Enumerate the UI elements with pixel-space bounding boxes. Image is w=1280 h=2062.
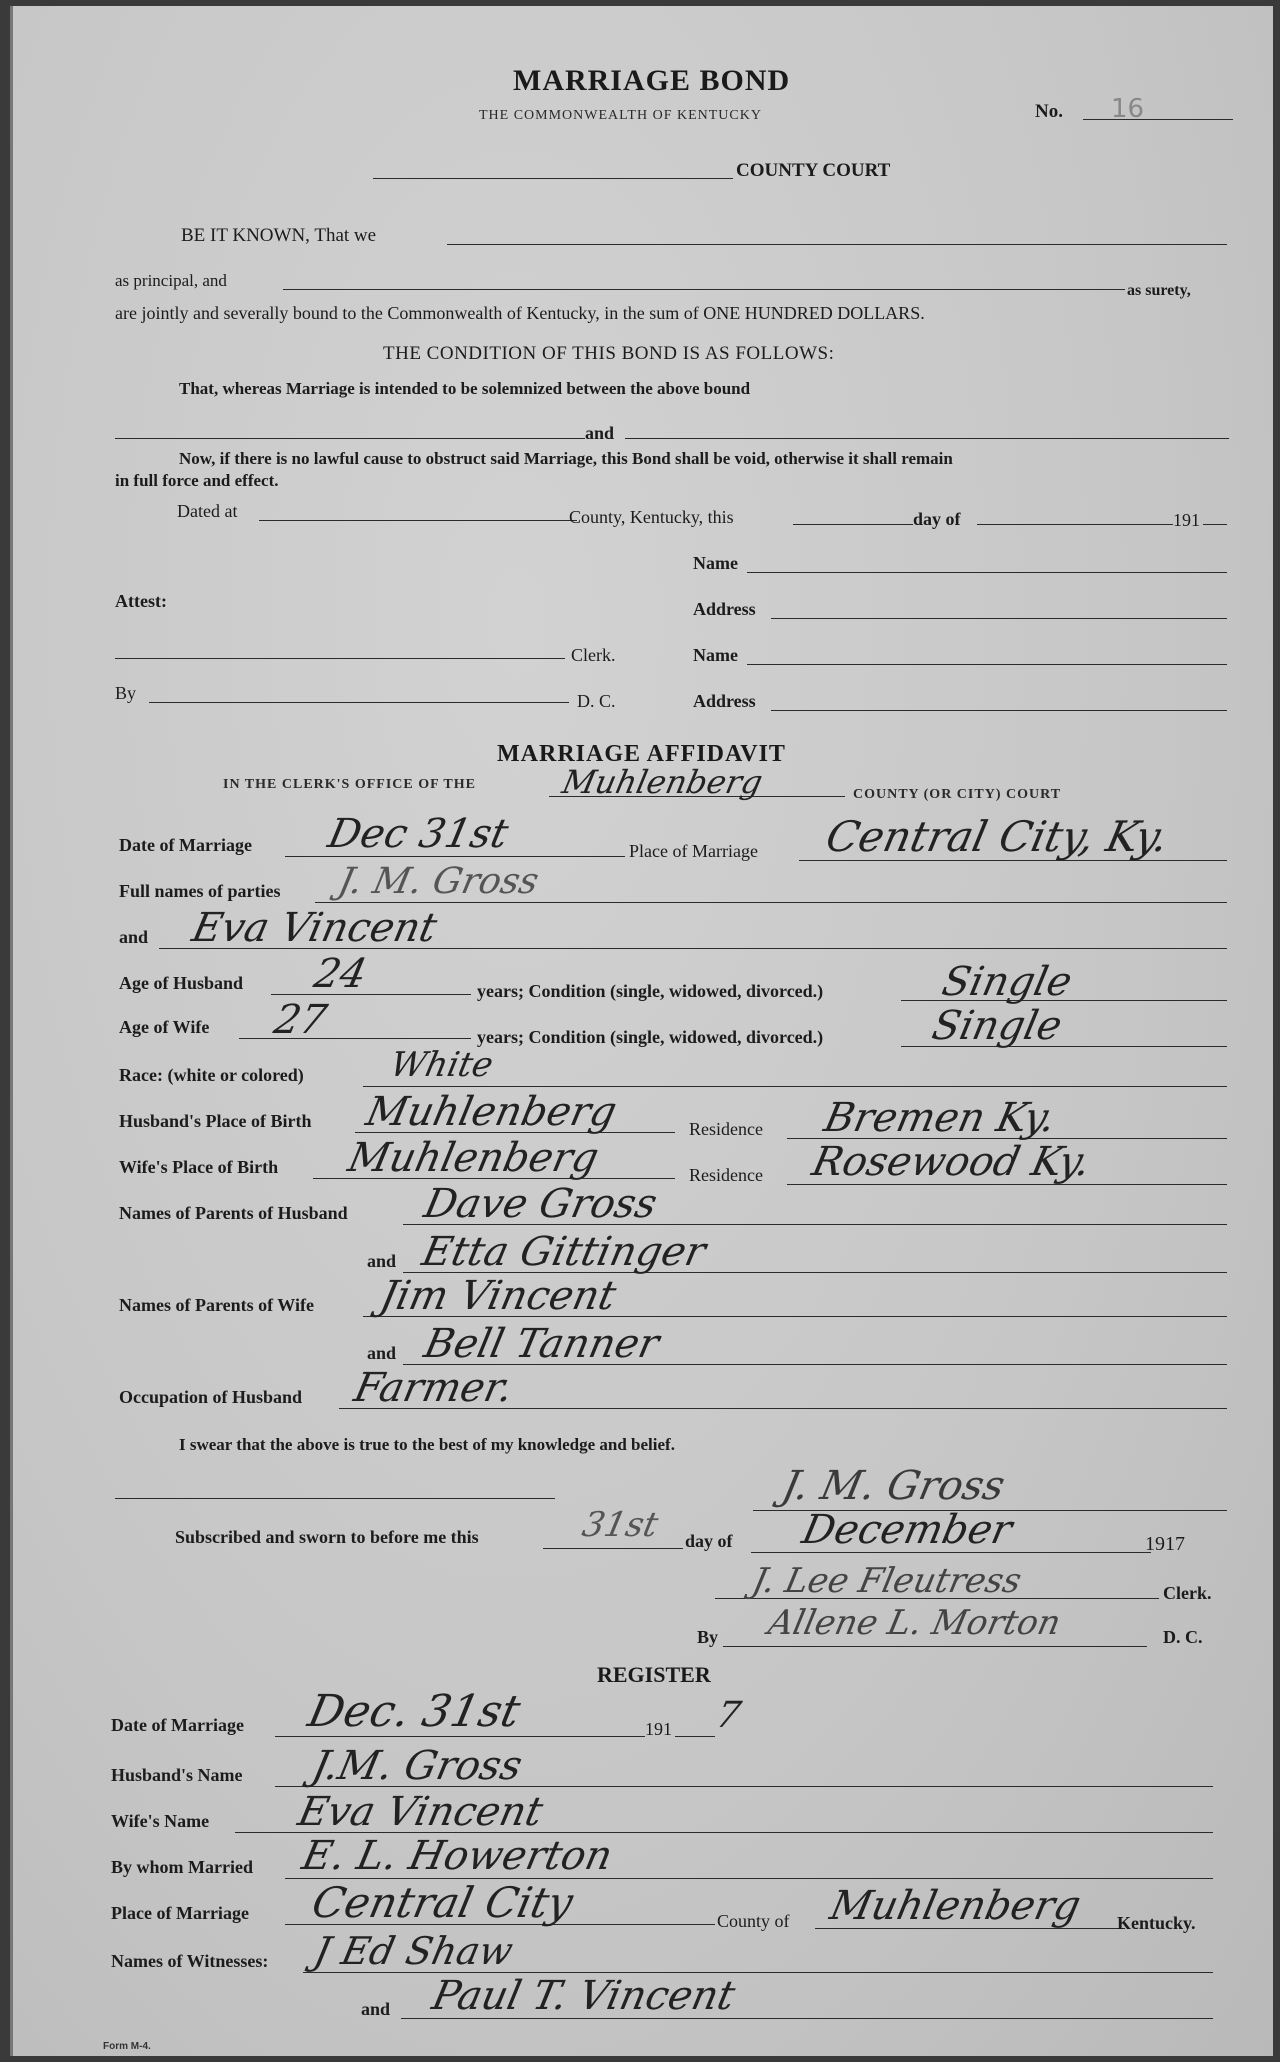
affidavit-age-husband-line xyxy=(271,994,471,995)
affidavit-full-names-label: Full names of parties xyxy=(119,881,281,901)
affidavit-affiant-signature: J. M. Gross xyxy=(778,1463,1009,1509)
bond-surety-line xyxy=(283,289,1125,290)
affidavit-husband-residence: Bremen Ky. xyxy=(820,1095,1060,1141)
bond-address-line-1 xyxy=(771,618,1227,619)
affidavit-party1: J. M. Gross xyxy=(334,861,543,902)
register-title: REGISTER xyxy=(597,1662,711,1687)
bond-be-it-known: BE IT KNOWN, That we xyxy=(181,225,377,246)
bond-name-label-1: Name xyxy=(693,553,738,573)
bond-party2-line xyxy=(625,438,1229,439)
affidavit-place-label: Place of Marriage xyxy=(629,841,758,861)
bond-subtitle: THE COMMONWEALTH OF KENTUCKY xyxy=(479,108,762,123)
bond-attest: Attest: xyxy=(115,591,167,611)
bond-county-line xyxy=(373,178,733,179)
register-year-suffix: 7 xyxy=(712,1695,745,1736)
bond-as-surety: as surety, xyxy=(1127,282,1191,299)
bond-as-principal: as principal, and xyxy=(115,271,227,290)
affidavit-father-husband: Dave Gross xyxy=(420,1181,662,1227)
affidavit-year: 1917 xyxy=(1145,1533,1185,1555)
register-witness1: J Ed Shaw xyxy=(310,1929,517,1973)
affidavit-father-wife: Jim Vincent xyxy=(376,1273,621,1319)
document-sheet xyxy=(10,6,1273,2056)
affidavit-month-value: December xyxy=(798,1507,1017,1553)
affidavit-husband-birth: Muhlenberg xyxy=(362,1089,621,1135)
affidavit-occupation: Farmer. xyxy=(350,1365,517,1411)
bond-address-label-1: Address xyxy=(693,599,756,619)
affidavit-age-wife-label: Age of Wife xyxy=(119,1017,210,1037)
affidavit-occupation-label: Occupation of Husband xyxy=(119,1387,303,1407)
bond-year-line xyxy=(1203,524,1227,525)
register-place-label: Place of Marriage xyxy=(111,1903,249,1923)
register-year-prefix: 191 xyxy=(645,1719,672,1739)
affidavit-swear: I swear that the above is true to the best of my knowledge and belief. xyxy=(179,1435,675,1454)
affidavit-wife-residence: Rosewood Ky. xyxy=(808,1139,1095,1185)
affidavit-residence-label-wife: Residence xyxy=(689,1165,763,1185)
register-county: Muhlenberg xyxy=(826,1883,1085,1929)
register-married-by: E. L. Howerton xyxy=(298,1833,617,1879)
register-year-line xyxy=(675,1736,715,1737)
bond-clerk-line xyxy=(115,658,565,659)
affidavit-and-mother-husband: and xyxy=(367,1251,397,1271)
affidavit-and-label: and xyxy=(119,927,149,947)
affidavit-dc-label: D. C. xyxy=(1163,1627,1203,1647)
affidavit-county-name: Muhlenberg xyxy=(558,763,767,801)
affidavit-title: MARRIAGE AFFIDAVIT xyxy=(497,741,786,767)
bond-year-prefix: 191 xyxy=(1173,510,1200,530)
register-kentucky: Kentucky. xyxy=(1117,1913,1196,1933)
affidavit-race: White xyxy=(386,1045,497,1085)
bond-whereas: That, whereas Marriage is intended to be solemnized between the above bound xyxy=(179,379,751,398)
bond-dc: D. C. xyxy=(577,691,616,711)
affidavit-residence-label-husband: Residence xyxy=(689,1119,763,1139)
affidavit-parents-wife-label: Names of Parents of Wife xyxy=(119,1295,314,1315)
register-husband: J.M. Gross xyxy=(308,1743,527,1789)
bond-now-line1: Now, if there is no lawful cause to obstruct said Marriage, this Bond shall be void, otherwise it shall remain xyxy=(179,449,953,468)
affidavit-day-of: day of xyxy=(685,1531,733,1551)
bond-address-label-2: Address xyxy=(693,691,756,711)
affidavit-clerk-label: Clerk. xyxy=(1163,1583,1212,1603)
register-form-number: Form M-4. xyxy=(103,2041,151,2052)
bond-party1-line xyxy=(115,438,585,439)
register-and-label: and xyxy=(361,1999,391,2019)
affidavit-race-line xyxy=(363,1086,1227,1087)
affidavit-clerk-signature: J. Lee Fleutress xyxy=(748,1561,1025,1601)
affidavit-county-court: COUNTY (OR CITY) COURT xyxy=(853,787,1062,802)
affidavit-affiant-line-left xyxy=(115,1498,555,1499)
affidavit-parents-husband-label: Names of Parents of Husband xyxy=(119,1203,348,1223)
bond-dated-place-line xyxy=(259,520,577,521)
affidavit-party2: Eva Vincent xyxy=(188,905,441,951)
bond-name-label-2: Name xyxy=(693,645,738,665)
affidavit-day-value: 31st xyxy=(578,1505,662,1545)
affidavit-and-mother-wife: and xyxy=(367,1343,397,1363)
affidavit-day-line xyxy=(543,1548,683,1549)
bond-clerk: Clerk. xyxy=(571,645,616,665)
bond-and: and xyxy=(585,423,615,443)
affidavit-date-value: Dec 31st xyxy=(324,811,513,857)
bond-jointly: are jointly and severally bound to the Commonwealth of Kentucky, in the sum of ONE HUNDRED DOLLARS. xyxy=(115,303,925,323)
bond-dated-day-line xyxy=(793,524,913,525)
bond-address-line-2 xyxy=(771,710,1227,711)
register-date-label: Date of Marriage xyxy=(111,1715,244,1735)
affidavit-husband-birth-label: Husband's Place of Birth xyxy=(119,1111,312,1131)
bond-dated-at: Dated at xyxy=(177,501,238,521)
affidavit-wife-birth: Muhlenberg xyxy=(344,1135,603,1181)
register-date-value: Dec. 31st xyxy=(303,1686,525,1737)
register-county-of-label: County of xyxy=(717,1911,790,1931)
bond-condition-heading: THE CONDITION OF THIS BOND IS AS FOLLOWS: xyxy=(383,343,835,364)
register-wife-label: Wife's Name xyxy=(111,1811,210,1831)
affidavit-mother-wife: Bell Tanner xyxy=(420,1321,663,1367)
affidavit-party1-line xyxy=(315,902,1227,903)
affidavit-condition-label-wife: years; Condition (single, widowed, divorced.) xyxy=(477,1027,824,1047)
bond-principal-line xyxy=(447,244,1227,245)
bond-dated-month-line xyxy=(977,524,1173,525)
bond-number-label: No. xyxy=(1035,101,1063,122)
register-husband-label: Husband's Name xyxy=(111,1765,243,1785)
affidavit-race-label: Race: (white or colored) xyxy=(119,1065,304,1085)
register-place: Central City xyxy=(307,1878,578,1927)
register-witness2: Paul T. Vincent xyxy=(428,1973,740,2019)
bond-by: By xyxy=(115,683,137,703)
bond-by-line xyxy=(149,702,569,703)
bond-county-court: COUNTY COURT xyxy=(736,160,891,181)
affidavit-condition-label-husband: years; Condition (single, widowed, divorced.) xyxy=(477,981,824,1001)
affidavit-subscribed: Subscribed and sworn to before me this xyxy=(175,1527,479,1547)
register-wife: Eva Vincent xyxy=(294,1789,547,1835)
affidavit-husband-condition: Single xyxy=(938,959,1076,1005)
bond-now-line2: in full force and effect. xyxy=(115,471,279,490)
affidavit-wife-birth-label: Wife's Place of Birth xyxy=(119,1157,279,1177)
affidavit-date-label: Date of Marriage xyxy=(119,835,252,855)
bond-name-line-2 xyxy=(747,664,1227,665)
affidavit-age-husband-label: Age of Husband xyxy=(119,973,244,993)
affidavit-place-value: Central City, Ky. xyxy=(821,812,1173,861)
bond-name-line-1 xyxy=(747,572,1227,573)
bond-day-of: day of xyxy=(913,509,961,529)
register-married-by-label: By whom Married xyxy=(111,1857,253,1877)
bond-county-this: County, Kentucky, this xyxy=(569,507,734,527)
affidavit-wife-condition: Single xyxy=(928,1003,1066,1049)
affidavit-dc-line xyxy=(723,1646,1147,1647)
affidavit-age-wife: 27 xyxy=(270,997,331,1043)
register-witnesses-label: Names of Witnesses: xyxy=(111,1951,269,1971)
affidavit-by-label: By xyxy=(697,1627,719,1647)
affidavit-clerks-office: IN THE CLERK'S OFFICE OF THE xyxy=(223,777,476,792)
bond-number-value: 16 xyxy=(1111,94,1145,124)
bond-title: MARRIAGE BOND xyxy=(513,64,791,97)
affidavit-age-husband: 24 xyxy=(310,951,371,997)
affidavit-mother-husband: Etta Gittinger xyxy=(418,1229,710,1275)
bond-number-line xyxy=(1083,119,1233,120)
affidavit-dc-signature: Allene L. Morton xyxy=(764,1603,1065,1643)
